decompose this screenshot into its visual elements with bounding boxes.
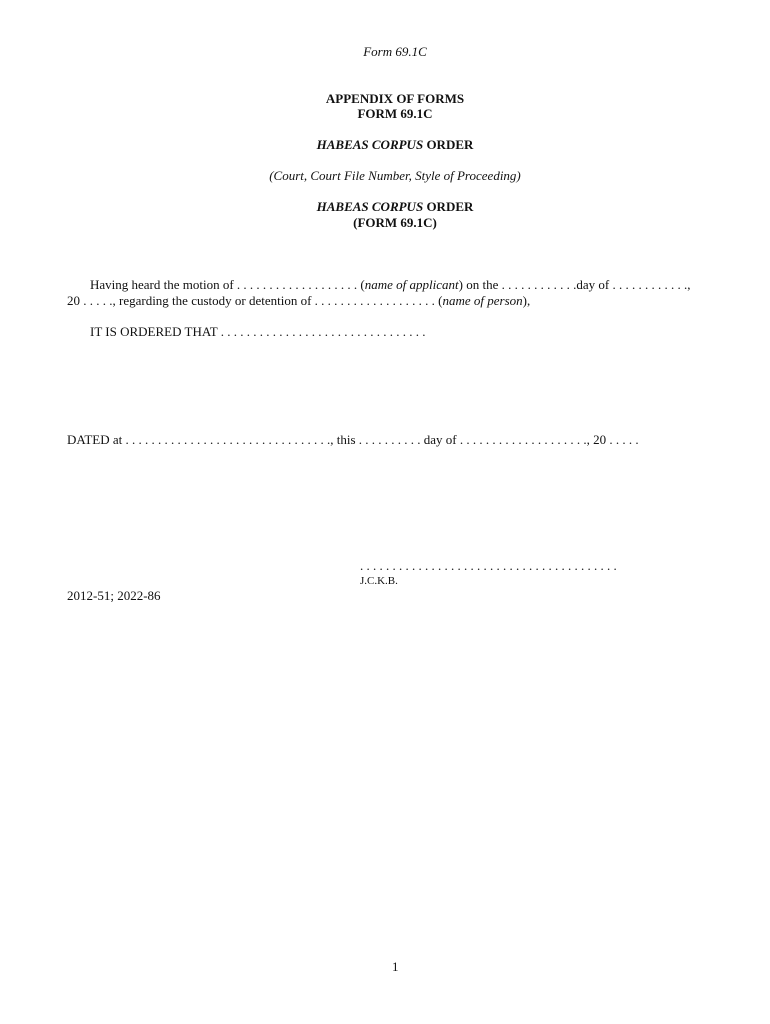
court-style-line: (Court, Court File Number, Style of Proceeding) — [269, 168, 521, 183]
motion-text-b: ) on the . . . . . . . . . . . .day of . . . . . . . . . . . ., — [458, 277, 691, 292]
form-number-heading: FORM 69.1C — [357, 106, 433, 121]
order-title-habeas: HABEAS CORPUS — [316, 137, 424, 152]
form-reference: Form 69.1C — [363, 44, 427, 59]
order-title — [0, 137, 770, 152]
motion-text-a: Having heard the motion of . . . . . . . . . . . . . . . . . . . ( — [90, 277, 365, 292]
person-placeholder: name of person — [442, 293, 523, 308]
motion-paragraph-line2 — [67, 293, 530, 308]
applicant-placeholder: name of applicant — [364, 277, 459, 292]
motion-paragraph-line1 — [90, 277, 690, 292]
dated-line: DATED at . . . . . . . . . . . . . . . . . . . . . . . . . . . . . . . ., this . . . . . . . . . . day of . . . . . . . . . . . . . . . . . . . ., 20 . . . . . — [67, 432, 639, 447]
order-subtitle-order: ORDER — [423, 199, 474, 214]
order-subtitle-form: (FORM 69.1C) — [353, 215, 437, 230]
ordered-line: IT IS ORDERED THAT . . . . . . . . . . . . . . . . . . . . . . . . . . . . . . . . — [90, 324, 426, 339]
signature-title: J.C.K.B. — [360, 575, 398, 587]
appendix-heading: APPENDIX OF FORMS — [325, 91, 465, 106]
order-subtitle — [0, 199, 770, 214]
signature-line: . . . . . . . . . . . . . . . . . . . . . . . . . . . . . . . . . . . . . . . . — [360, 558, 617, 573]
custody-text-b: ), — [522, 293, 531, 308]
page-number: 1 — [392, 959, 399, 974]
order-title-order: ORDER — [423, 137, 474, 152]
order-subtitle-habeas: HABEAS CORPUS — [316, 199, 424, 214]
amendment-history: 2012-51; 2022-86 — [67, 588, 161, 603]
custody-text-a: 20 . . . . ., regarding the custody or detention of . . . . . . . . . . . . . . . . . . . ( — [67, 293, 443, 308]
